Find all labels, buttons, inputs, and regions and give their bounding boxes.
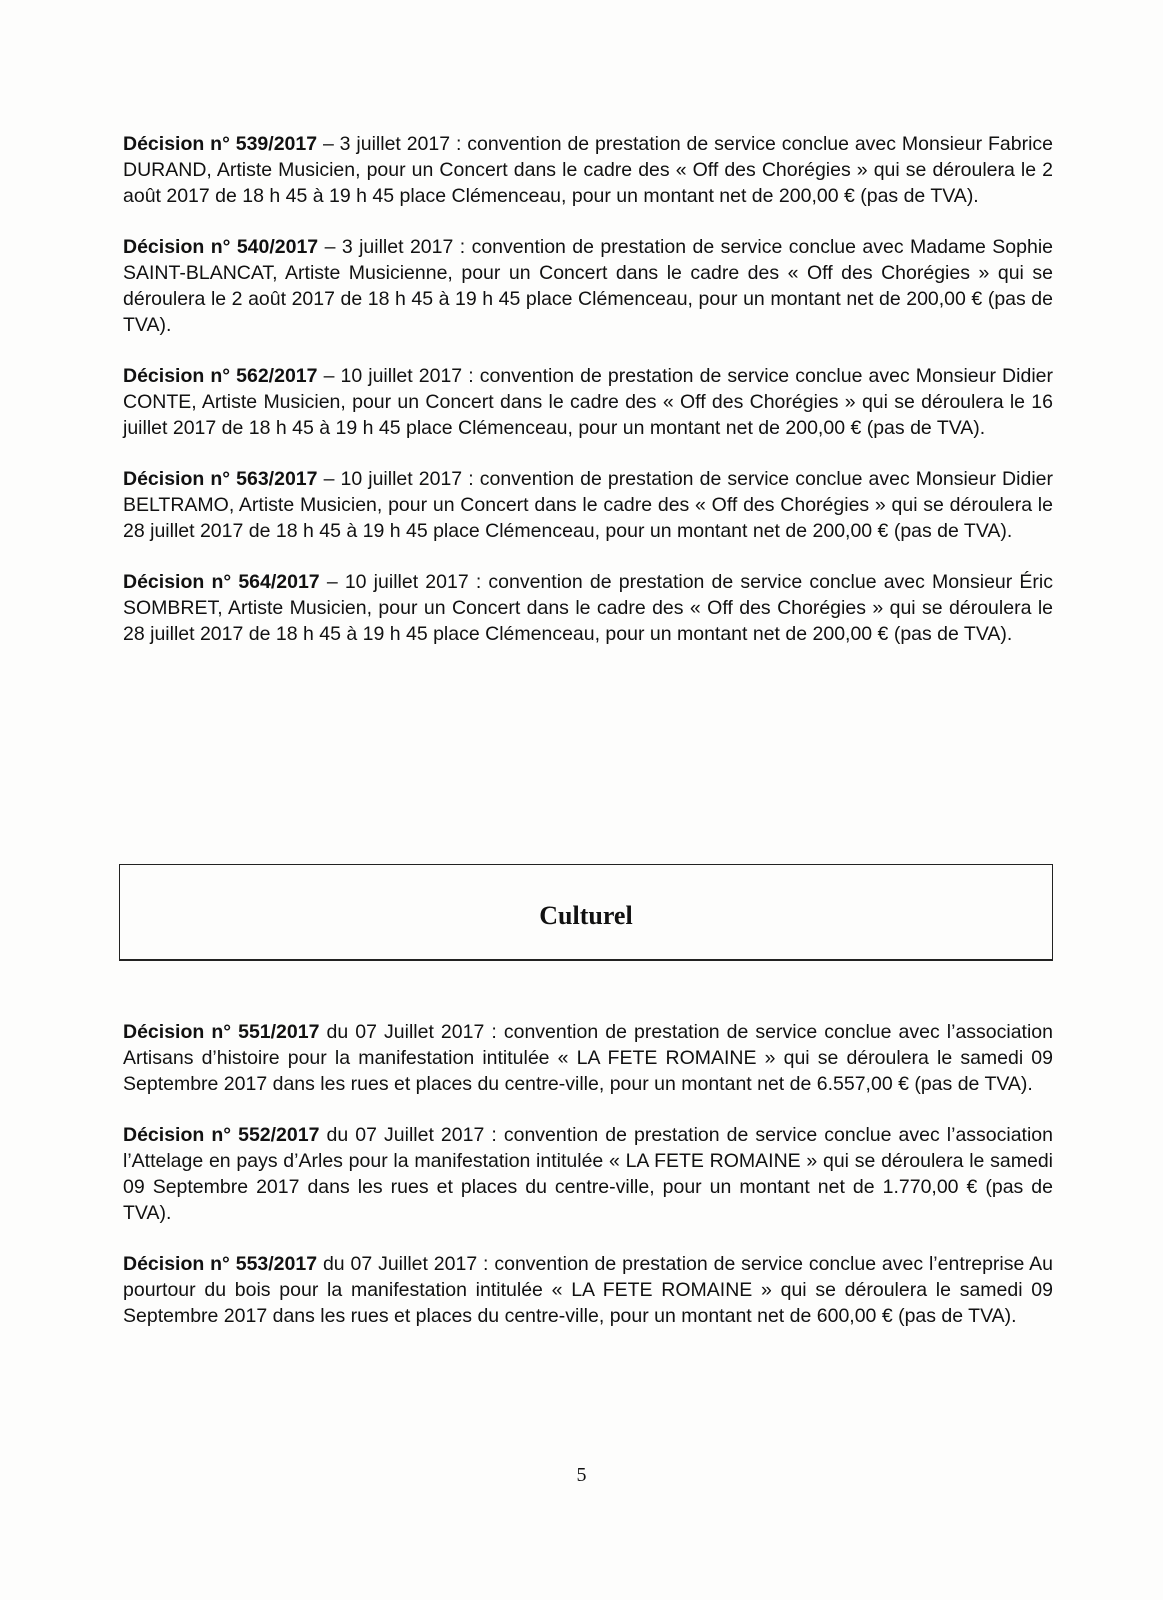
decision-text: – 3 juillet 2017 : convention de prestation de service conclue avec Madame Sophie SAINT-BLANCAT, Artiste Musicienne, pour un Concert dans le cadre des « Off des Chorégies » qui se déroulera le 2 août 2017 de 18 h 45 à 19 h 45 place Clémenceau, pour un montant net de 200,00 € (pas de TVA). (123, 236, 1053, 336)
decision-paragraph (123, 1122, 1053, 1226)
decision-number: Décision n° 540/2017 (123, 236, 319, 258)
decision-paragraph (123, 234, 1053, 338)
decision-number: Décision n° 564/2017 (123, 571, 320, 593)
decision-paragraph (123, 363, 1053, 441)
decisions-list-culturel (123, 1019, 1053, 1354)
decision-text: – 3 juillet 2017 : convention de prestation de service conclue avec Monsieur Fabrice DURAND, Artiste Musicien, pour un Concert dans le cadre des « Off des Chorégies » qui se déroulera le 2 août 2017 de 18 h 45 à 19 h 45 place Clémenceau, pour un montant net de 200,00 € (pas de TVA). (123, 133, 1054, 207)
decision-text: du 07 Juillet 2017 : convention de prestation de service conclue avec l’association l’Attelage en pays d’Arles pour la manifestation intitulée « LA FETE ROMAINE » qui se déroulera le samedi 09 Septembre 2017 dans les rues et places du centre-ville, pour un montant net de 1.770,00 € (pas de TVA). (123, 1124, 1053, 1224)
decision-text: – 10 juillet 2017 : convention de prestation de service conclue avec Monsieur Didier CONTE, Artiste Musicien, pour un Concert dans le cadre des « Off des Chorégies » qui se déroulera le 16 juillet 2017 de 18 h 45 à 19 h 45 place Clémenceau, pour un montant net de 200,00 € (pas de TVA). (123, 365, 1053, 439)
decision-number: Décision n° 553/2017 (123, 1253, 318, 1275)
decision-text: – 10 juillet 2017 : convention de prestation de service conclue avec Monsieur Didier BELTRAMO, Artiste Musicien, pour un Concert dans le cadre des « Off des Chorégies » qui se déroulera le 28 juillet 2017 de 18 h 45 à 19 h 45 place Clémenceau, pour un montant net de 200,00 € (pas de TVA). (123, 468, 1053, 542)
page-number: 5 (576, 1464, 587, 1486)
decisions-list-top (123, 131, 1053, 672)
decision-paragraph (123, 466, 1053, 544)
decision-paragraph (123, 131, 1053, 209)
decision-number: Décision n° 539/2017 (123, 133, 318, 155)
section-heading-box (119, 864, 1053, 961)
section-heading: Culturel (539, 901, 633, 930)
decision-number: Décision n° 563/2017 (123, 468, 318, 490)
decision-text: – 10 juillet 2017 : convention de prestation de service conclue avec Monsieur Éric SOMBRET, Artiste Musicien, pour un Concert dans le cadre des « Off des Chorégies » qui se déroulera le 28 juillet 2017 de 18 h 45 à 19 h 45 place Clémenceau, pour un montant net de 200,00 € (pas de TVA). (123, 571, 1054, 645)
decision-number: Décision n° 551/2017 (123, 1021, 320, 1043)
decision-paragraph (123, 1251, 1053, 1329)
decision-number: Décision n° 552/2017 (123, 1124, 320, 1146)
decision-number: Décision n° 562/2017 (123, 365, 318, 387)
decision-text: du 07 Juillet 2017 : convention de prestation de service conclue avec l’association Artisans d’histoire pour la manifestation intitulée « LA FETE ROMAINE » qui se déroulera le samedi 09 Septembre 2017 dans les rues et places du centre-ville, pour un montant net de 6.557,00 € (pas de TVA). (123, 1021, 1053, 1095)
decision-paragraph (123, 569, 1053, 647)
decision-paragraph (123, 1019, 1053, 1097)
decision-text: du 07 Juillet 2017 : convention de prestation de service conclue avec l’entreprise Au pourtour du bois pour la manifestation intitulée « LA FETE ROMAINE » qui se déroulera le samedi 09 Septembre 2017 dans les rues et places du centre-ville, pour un montant net de 600,00 € (pas de TVA). (123, 1253, 1053, 1327)
